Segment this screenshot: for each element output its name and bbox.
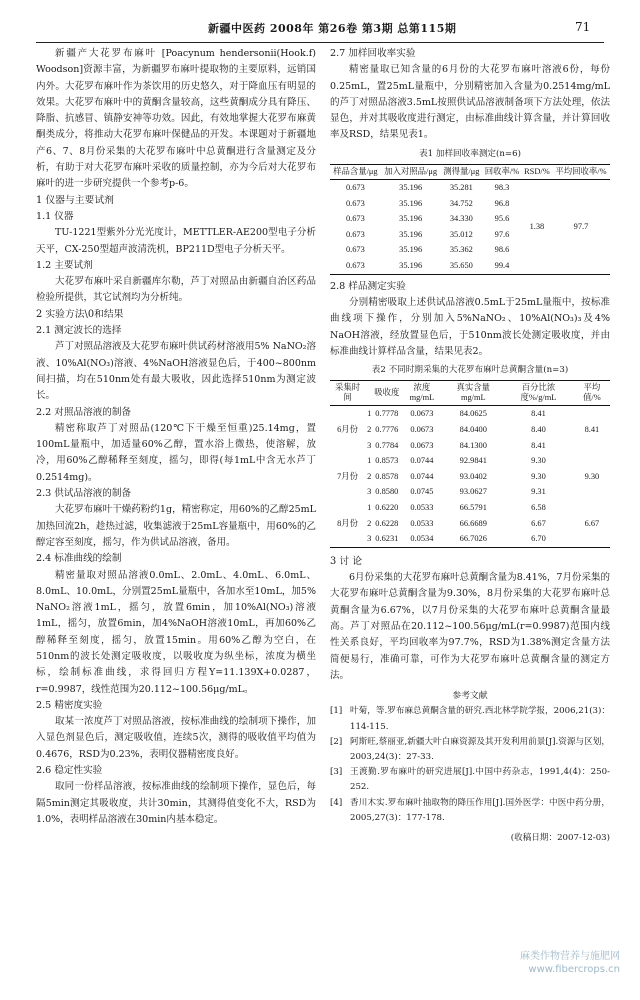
- table-2-cell: 3: [367, 440, 372, 450]
- table-1-cell: 0.673: [345, 214, 365, 224]
- table-2-period: 6月份: [337, 425, 358, 435]
- reference-text: 香川木实.罗布麻叶抽取物的降压作用[J].国外医学：中医中药分册，2005,27(3)：177-178.: [350, 797, 610, 823]
- table-1-cell: 0.673: [345, 245, 365, 255]
- table-2-cell: 3: [367, 534, 372, 544]
- table-2-row: [330, 469, 610, 485]
- intro-paragraph: 新疆产大花罗布麻叶 [Poacynum hendersonii(Hook.f) Woodson]资源丰富，为新疆罗布麻叶提取物的主要原料，远销国内外。大花罗布麻叶作为茶饮用的历史悠久，对于降血压有明显的效果。大花罗布麻叶中的黄酮含量较高，这些黄酮成分具有降压、降脂、抗感冒、镇静安神等功效。因此，有效地掌握大花罗布麻黄酮类成分，将推动大花罗布麻叶保健品的开发。本课题对于新疆地产6、7、8月份采集的大花罗布麻叶中总黄酮进行含量测定及分析，有助于对大花罗布麻叶采收的质量控制，亦为今后对大花罗布麻叶的进一步研究提供一个参考p-6。: [36, 48, 316, 190]
- table-2-cell: 0.7784: [375, 440, 399, 450]
- table-2-cell: 6.67: [531, 518, 546, 528]
- table-2-row: [330, 438, 610, 454]
- table-1-header-cell: 平均回收率/%: [555, 167, 607, 177]
- table-2-cell: 0.0745: [410, 487, 434, 497]
- table-2-header-cell: 采集时间: [334, 383, 361, 403]
- journal-issue-line: 新疆中医药 2008年 第26卷 第3期 总第115期: [208, 22, 457, 35]
- right-column: [330, 46, 610, 846]
- table-1-cell: 96.8: [494, 198, 510, 208]
- table-2-cell: 0.0533: [410, 518, 434, 528]
- table-1-cell: 35.281: [449, 183, 473, 193]
- header-rule: [36, 42, 604, 43]
- table-2-cell: 0.0744: [410, 471, 434, 481]
- section-2-6-heading: 2.6 稳定性实验: [36, 765, 103, 777]
- table-1-cell: 35.196: [399, 183, 423, 193]
- table-2-cell: 2: [367, 471, 372, 481]
- reference-item: [330, 796, 610, 826]
- table-2-average: 9.30: [584, 471, 600, 481]
- table-2-caption: 表2 不同时期采集的大花罗布麻叶总黄酮含量(n=3): [371, 365, 569, 376]
- table-2-cell: 0.0533: [410, 502, 434, 512]
- table-1-cell: 35.012: [449, 229, 473, 239]
- section-2-1-heading: 2.1 测定波长的选择: [36, 325, 122, 337]
- table-2-cell: 6.58: [531, 502, 546, 512]
- table-2-body: [330, 406, 610, 547]
- section-2-8-heading: 2.8 样品测定实验: [330, 280, 406, 292]
- table-1-cell: 34.752: [449, 198, 473, 208]
- table-2-header-cell: [365, 381, 373, 406]
- table-1-cell: 0.673: [345, 229, 365, 239]
- table-2-header-cell: 真实含量mg/mL: [456, 383, 491, 403]
- section-2-3-text: 大花罗布麻叶干燥药粉约1g，精密称定，用60%的乙醇25mL加热回流2h，趁热过滤，收集滤液于25mL容量瓶中，用60%的乙醇定容至刻度，摇匀，作为供试品溶液，备用。: [36, 504, 316, 548]
- reference-text: 王渡勤.罗布麻叶的研究进展[J].中国中药杂志，1991,4(4)：250-252.: [350, 767, 610, 793]
- table-1-header-cell: 测得量/μg: [443, 167, 480, 177]
- table-2-cell: 0.6220: [375, 502, 399, 512]
- section-2-5-heading: 2.5 精密度实验: [36, 699, 103, 711]
- table-2-cell: 84.0625: [459, 409, 487, 419]
- table-2-row: [330, 453, 610, 469]
- reference-item: [330, 735, 610, 765]
- section-1-1-heading: 1.1 仪器: [36, 210, 74, 222]
- table-1-cell: 97.6: [494, 229, 510, 239]
- section-2-1-text: 芦丁对照品溶液及大花罗布麻叶供试药材溶液用5% NaNO₂溶液、10%Al(NO₃)溶液、4%NaOH溶液显色后，于400~800nm间扫描，均在510nm处有最大吸收，因此选择510nm为测定波长。: [36, 341, 316, 402]
- section-2-4-text: 精密量取对照品溶液0.0mL、2.0mL、4.0mL、6.0mL、8.0mL、10.0mL，分别置25mL量瓶中，各加水至10mL，加5% NaNO₂溶液1mL，摇匀，放置6min，加10%Al(NO₃)溶液1mL，摇匀，放置6min，加4%NaOH溶液10mL，再加60%乙醇稀释至刻度，摇匀，放置15min。用60%乙醇为空白，在510nm的波长处测定吸收度，以吸收度为纵坐标，浓度为横坐标，绘制标准曲线，求得回归方程Y=11.139X+0.0287，r=0.9987，线性范围为20.112~100.56μg/mL。: [36, 569, 316, 695]
- section-2-3-heading: 2.3 供试品溶液的制备: [36, 488, 132, 500]
- table-2-cell: 0.8580: [375, 487, 399, 497]
- section-2-8-text: 分别精密吸取上述供试品溶液0.5mL于25mL量瓶中，按标准曲线项下操作，分别加入5%NaNO₂、10%Al(NO₃)₃及4% NaOH溶液，经放置显色后，于510nm波长处测定吸收度，并由标准曲线计算样品含量，结果见表2。: [330, 296, 610, 357]
- reference-item: [330, 704, 610, 734]
- table-1-cell: 35.196: [399, 229, 423, 239]
- reference-item: [330, 765, 610, 795]
- table-1-cell: 35.196: [399, 214, 423, 224]
- watermark-line-1: 麻类作物营养与施肥网: [520, 951, 620, 962]
- table-2-cell: 92.9841: [459, 456, 487, 466]
- table-1-cell: 35.196: [399, 261, 423, 271]
- table-1-header-cell: 样品含量/μg: [333, 167, 378, 177]
- table-1-cell: 35.196: [399, 198, 423, 208]
- section-2-7-text: 精密量取已知含量的6月份的大花罗布麻叶溶液6份，每份0.25mL，置25mL量瓶中，分别精密加入含量为0.2514mg/mL的芦丁对照品溶液3.5mL按照供试品溶液制备项下方法处理，依法显色，并对其吸收度进行测定，由标准曲线计算含量，并计算回收率及RSD，结果见表1。: [330, 64, 610, 141]
- table-2-cell: 6.70: [531, 534, 546, 544]
- table-2-cell: 66.7026: [459, 534, 487, 544]
- table-2-cell: 9.30: [531, 456, 546, 466]
- table-2-cell: 0.0534: [410, 534, 434, 544]
- table-2-cell: 0.0744: [410, 456, 434, 466]
- reference-text: 阿斯旺,蔡丽亚,新疆大叶白麻资源及其开发利用前景[J].资源与区划，2003,24(3)：27-33.: [350, 736, 610, 763]
- table-1-cell: 0.673: [345, 198, 365, 208]
- table-2-cell: 66.5791: [459, 502, 487, 512]
- table-2-row: [330, 484, 610, 500]
- table-2-row: [330, 531, 610, 547]
- table-2-row: [330, 422, 610, 438]
- table-2-header-cell: 百分比浓度%/g/mL: [520, 383, 557, 403]
- table-2-header-cell: 平均值/%: [583, 383, 601, 403]
- section-1-2-heading: 1.2 主要试剂: [36, 259, 93, 271]
- watermark-line-2: www.fibercrops.cn: [528, 964, 620, 975]
- discussion-text: 6月份采集的大花罗布麻叶总黄酮含量为8.41%，7月份采集的大花罗布麻叶总黄酮含量为9.30%，8月份采集的大花罗布麻叶总黄酮含量为6.67%，以7月份采集的大花罗布麻叶总黄酮含量最高。芦丁对照品在20.112~100.56μg/mL(r=0.9987)范围内线性关系良好，平均回收率为97.7%，RSD为1.38%测定含量方法简便易行，准确可靠，可作为大花罗布麻叶总黄酮含量的测定方法。: [330, 572, 610, 681]
- table-1-cell: 35.650: [449, 261, 473, 271]
- section-2-4-heading: 2.4 标准曲线的绘制: [36, 553, 122, 565]
- table-2-cell: 3: [367, 487, 372, 497]
- table-2-cell: 9.31: [531, 487, 546, 497]
- table-1-cell: 99.4: [494, 261, 510, 271]
- table-1-caption: 表1 加样回收率测定(n=6): [419, 148, 521, 159]
- table-2-cell: 2: [367, 518, 372, 528]
- table-2-cell: 0.7776: [375, 425, 399, 435]
- table-1-cell: 95.6: [494, 214, 510, 224]
- reference-number: [1]: [330, 706, 343, 717]
- table-1-rsd: 1.38: [529, 222, 545, 232]
- table-1-row: [330, 180, 610, 196]
- section-2-7-heading: 2.7 加样回收率实验: [330, 48, 416, 59]
- table-2-cell: 1: [367, 456, 372, 466]
- table-1-cell: 0.673: [345, 261, 365, 271]
- table-1-header-row: [330, 165, 610, 180]
- section-2-6-text: 取同一份样品溶液，按标准曲线的绘制项下操作，显色后，每隔5min测定其吸收度，共计30min，其测得值变化不大，RSD为1.0%，表明样品溶液在30min内基本稳定。: [36, 781, 316, 825]
- table-1-cell: 35.362: [449, 245, 473, 255]
- table-1-cell: 35.196: [399, 245, 423, 255]
- left-column: [36, 46, 316, 828]
- section-2-5-text: 取某一浓度芦丁对照品溶液，按标准曲线的绘制项下操作，加入显色剂显色后，测定吸收值，连续5次，测得的吸收值平均值为0.4676，RSD为0.23%，表明仪器精密度良好。: [36, 716, 316, 760]
- table-2-period: 7月份: [337, 471, 358, 481]
- table-2-cell: 93.0627: [459, 487, 487, 497]
- section-2-heading: 2 实验方法\0和结果: [36, 308, 124, 320]
- table-2-header-cell: 浓度mg/mL: [409, 383, 435, 403]
- table-2-cell: 0.8573: [375, 456, 399, 466]
- table-2-average: 8.41: [584, 425, 600, 435]
- table-2-cell: 84.1300: [459, 440, 487, 450]
- table-2-period: 8月份: [337, 518, 358, 528]
- reference-number: [3]: [330, 767, 343, 778]
- table-2-cell: 0.6231: [375, 534, 399, 544]
- reference-number: [4]: [330, 797, 343, 808]
- section-2-2-text: 精密称取芦丁对照品(120℃下干燥至恒重)25.14mg，置100mL量瓶中，加适量60%乙醇，置水浴上微热，使溶解，放冷，用60%乙醇稀释至刻度，摇匀，即得(每1mL中含无水芦丁0.2514mg)。: [36, 422, 316, 483]
- table-2-cell: 1: [367, 502, 372, 512]
- table-2-average: 6.67: [584, 518, 600, 528]
- section-1-1-text: TU-1221型紫外分光光度计，METTLER-AE200型电子分析天平，CX-250型超声波清洗机，BP211D型电子分析天平。: [36, 227, 316, 255]
- received-date: (收稿日期：2007-12-03): [510, 833, 610, 844]
- table-2-cell: 0.6228: [375, 518, 399, 528]
- table-1-cell: 98.6: [494, 245, 510, 255]
- table-2-cell: 0.7778: [375, 409, 399, 419]
- running-header: [0, 20, 640, 42]
- table-1-cell: 98.3: [494, 183, 510, 193]
- references-list: [330, 704, 610, 826]
- table-2-cell: 0.8578: [375, 471, 399, 481]
- table-2-cell: 1: [367, 409, 372, 419]
- table-1-header-cell: 回收率/%: [484, 167, 520, 177]
- reference-text: 叶菊，等.罗布麻总黄酮含量的研究.西北林学院学报，2006,21(3)：114-115.: [350, 706, 610, 732]
- table-2-cell: 93.0402: [459, 471, 487, 481]
- page-number: 71: [575, 20, 591, 34]
- table-2: [330, 380, 610, 547]
- table-2-header-cell: 吸收度: [374, 388, 400, 398]
- section-2-2-heading: 2.2 对照品溶液的制备: [36, 406, 132, 418]
- table-2-cell: 8.41: [531, 409, 546, 419]
- table-2-cell: 0.0673: [410, 440, 434, 450]
- table-2-cell: 8.40: [531, 425, 546, 435]
- table-2-cell: 0.0673: [410, 409, 434, 419]
- table-2-header-row: [330, 381, 610, 406]
- section-3-heading: 3 讨 论: [330, 555, 363, 567]
- references-title: 参考文献: [452, 691, 488, 702]
- table-2-row: [330, 500, 610, 516]
- table-1-average: 97.7: [573, 222, 589, 232]
- table-1-header-cell: 加入对照品/μg: [384, 167, 438, 177]
- table-2-row: [330, 406, 610, 422]
- table-2-cell: 0.0673: [410, 425, 434, 435]
- table-1-cell: 0.673: [345, 183, 365, 193]
- table-2-cell: 9.30: [531, 471, 546, 481]
- section-1-heading: 1 仪器与主要试剂: [36, 194, 114, 206]
- table-2-cell: 8.41: [531, 440, 546, 450]
- table-2-cell: 66.6689: [459, 518, 487, 528]
- table-1-cell: 34.330: [449, 214, 473, 224]
- table-2-cell: 84.0400: [459, 425, 487, 435]
- table-1-header-cell: RSD/%: [524, 167, 550, 177]
- table-2-cell: 2: [367, 425, 372, 435]
- table-1: [330, 164, 610, 275]
- section-1-2-text: 大花罗布麻叶采自新疆库尔勒，芦丁对照品由新疆自治区药品检验所提供，其它试剂均为分析纯。: [36, 276, 316, 304]
- table-1-body: [330, 180, 610, 275]
- watermark: [520, 950, 620, 976]
- reference-number: [2]: [330, 736, 343, 747]
- table-2-row: [330, 516, 610, 532]
